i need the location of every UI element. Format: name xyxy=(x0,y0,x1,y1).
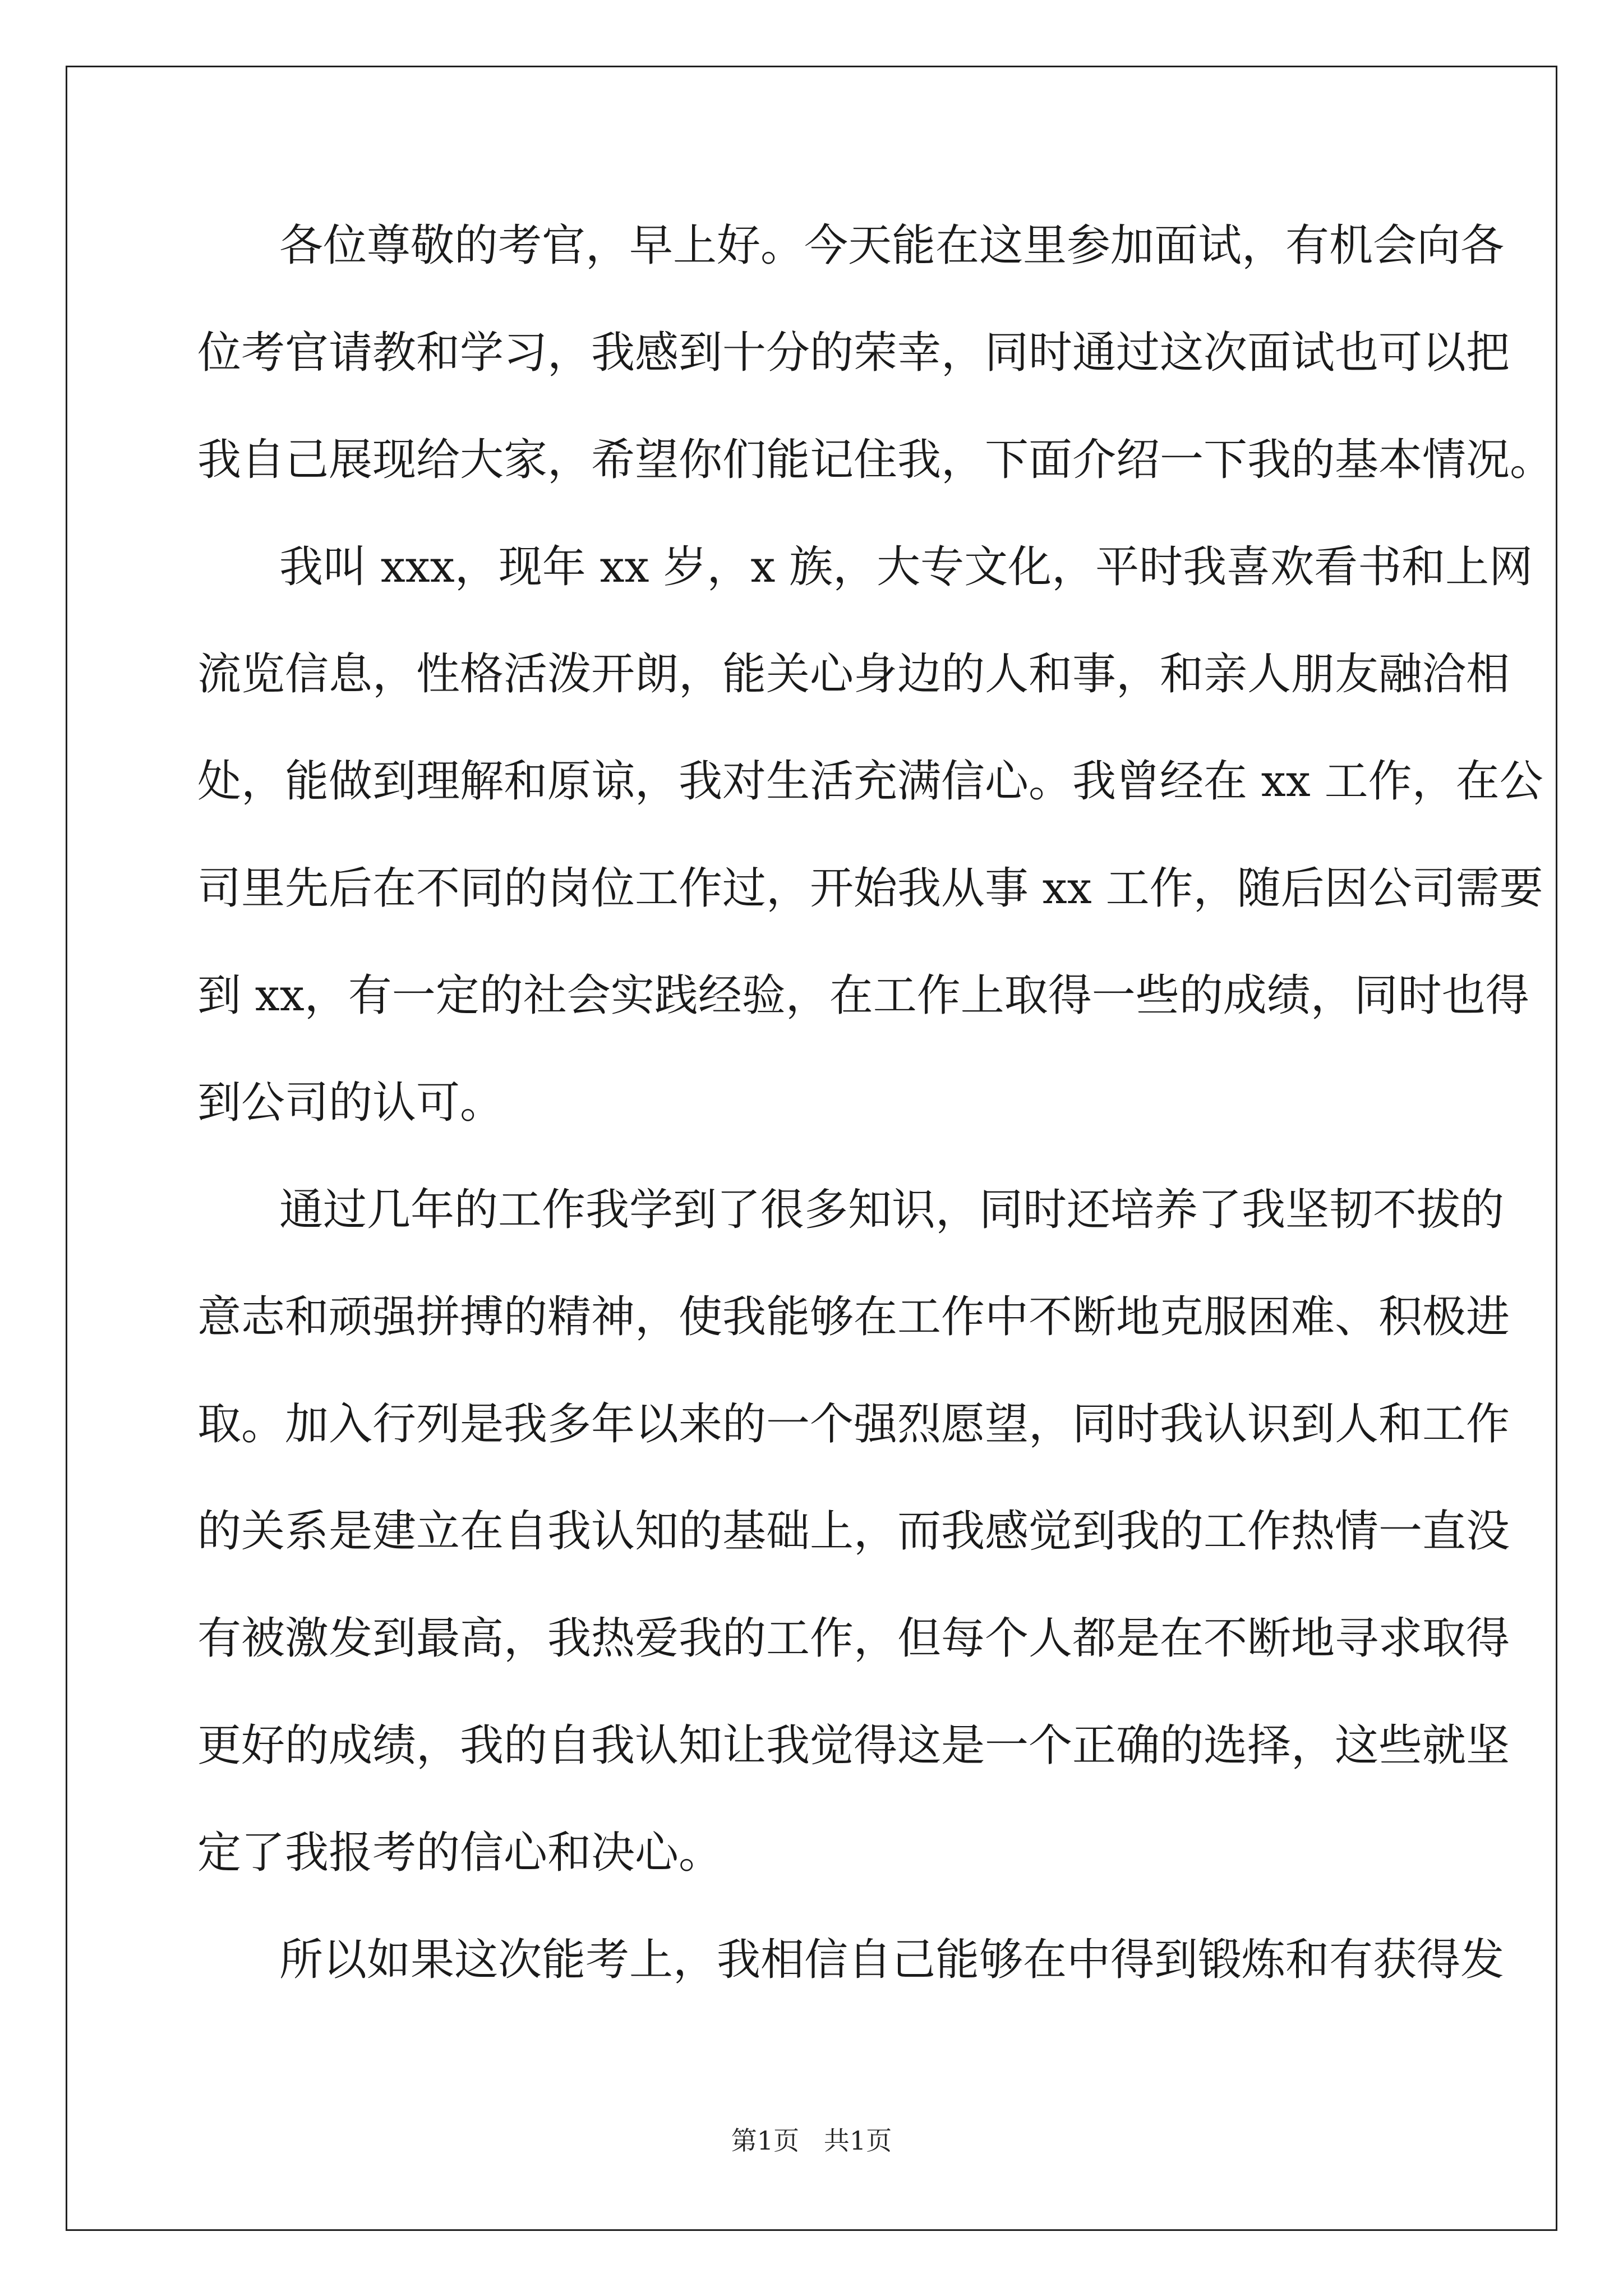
text-line: 位考官请教和学习，我感到十分的荣幸，同时通过这次面试也可以把 xyxy=(197,328,1510,378)
text-line: 我自己展现给大家，希望你们能记住我，下面介绍一下我的基本情况。 xyxy=(197,435,1554,485)
text-line: 取。加入行列是我多年以来的一个强烈愿望，同时我认识到人和工作 xyxy=(197,1399,1510,1450)
text-line: 流览信息，性格活泼开朗，能关心身边的人和事，和亲人朋友融洽相 xyxy=(197,649,1510,700)
text-line: 司里先后在不同的岗位工作过，开始我从事 xx 工作，随后因公司需要 xyxy=(197,863,1543,914)
text-line: 更好的成绩，我的自我认知让我觉得这是一个正确的选择，这些就坚 xyxy=(197,1720,1510,1771)
text-line: 有被激发到最高，我热爱我的工作，但每个人都是在不断地寻求取得 xyxy=(197,1613,1510,1664)
page-border xyxy=(66,66,1557,2231)
text-line: 到公司的认可。 xyxy=(197,1078,504,1128)
text-line: 各位尊敬的考官，早上好。今天能在这里参加面试，有机会向各 xyxy=(279,220,1505,271)
text-line: 意志和顽强拼搏的精神，使我能够在工作中不断地克服困难、积极进 xyxy=(197,1292,1510,1342)
text-line: 的关系是建立在自我认知的基础上，而我感觉到我的工作热情一直没 xyxy=(197,1506,1510,1557)
text-line: 到 xx，有一定的社会实践经验，在工作上取得一些的成绩，同时也得 xyxy=(197,970,1529,1021)
text-line: 定了我报考的信心和决心。 xyxy=(197,1828,723,1878)
text-line: 所以如果这次能考上，我相信自己能够在中得到锻炼和有获得发 xyxy=(279,1935,1505,1985)
text-line: 通过几年的工作我学到了很多知识，同时还培养了我坚韧不拔的 xyxy=(279,1185,1505,1235)
text-line: 我叫 xxx，现年 xx 岁，x 族，大专文化，平时我喜欢看书和上网 xyxy=(279,542,1533,592)
text-line: 处，能做到理解和原谅，我对生活充满信心。我曾经在 xx 工作，在公 xyxy=(197,756,1543,807)
page-footer: 第1页 共1页 xyxy=(731,2125,892,2156)
